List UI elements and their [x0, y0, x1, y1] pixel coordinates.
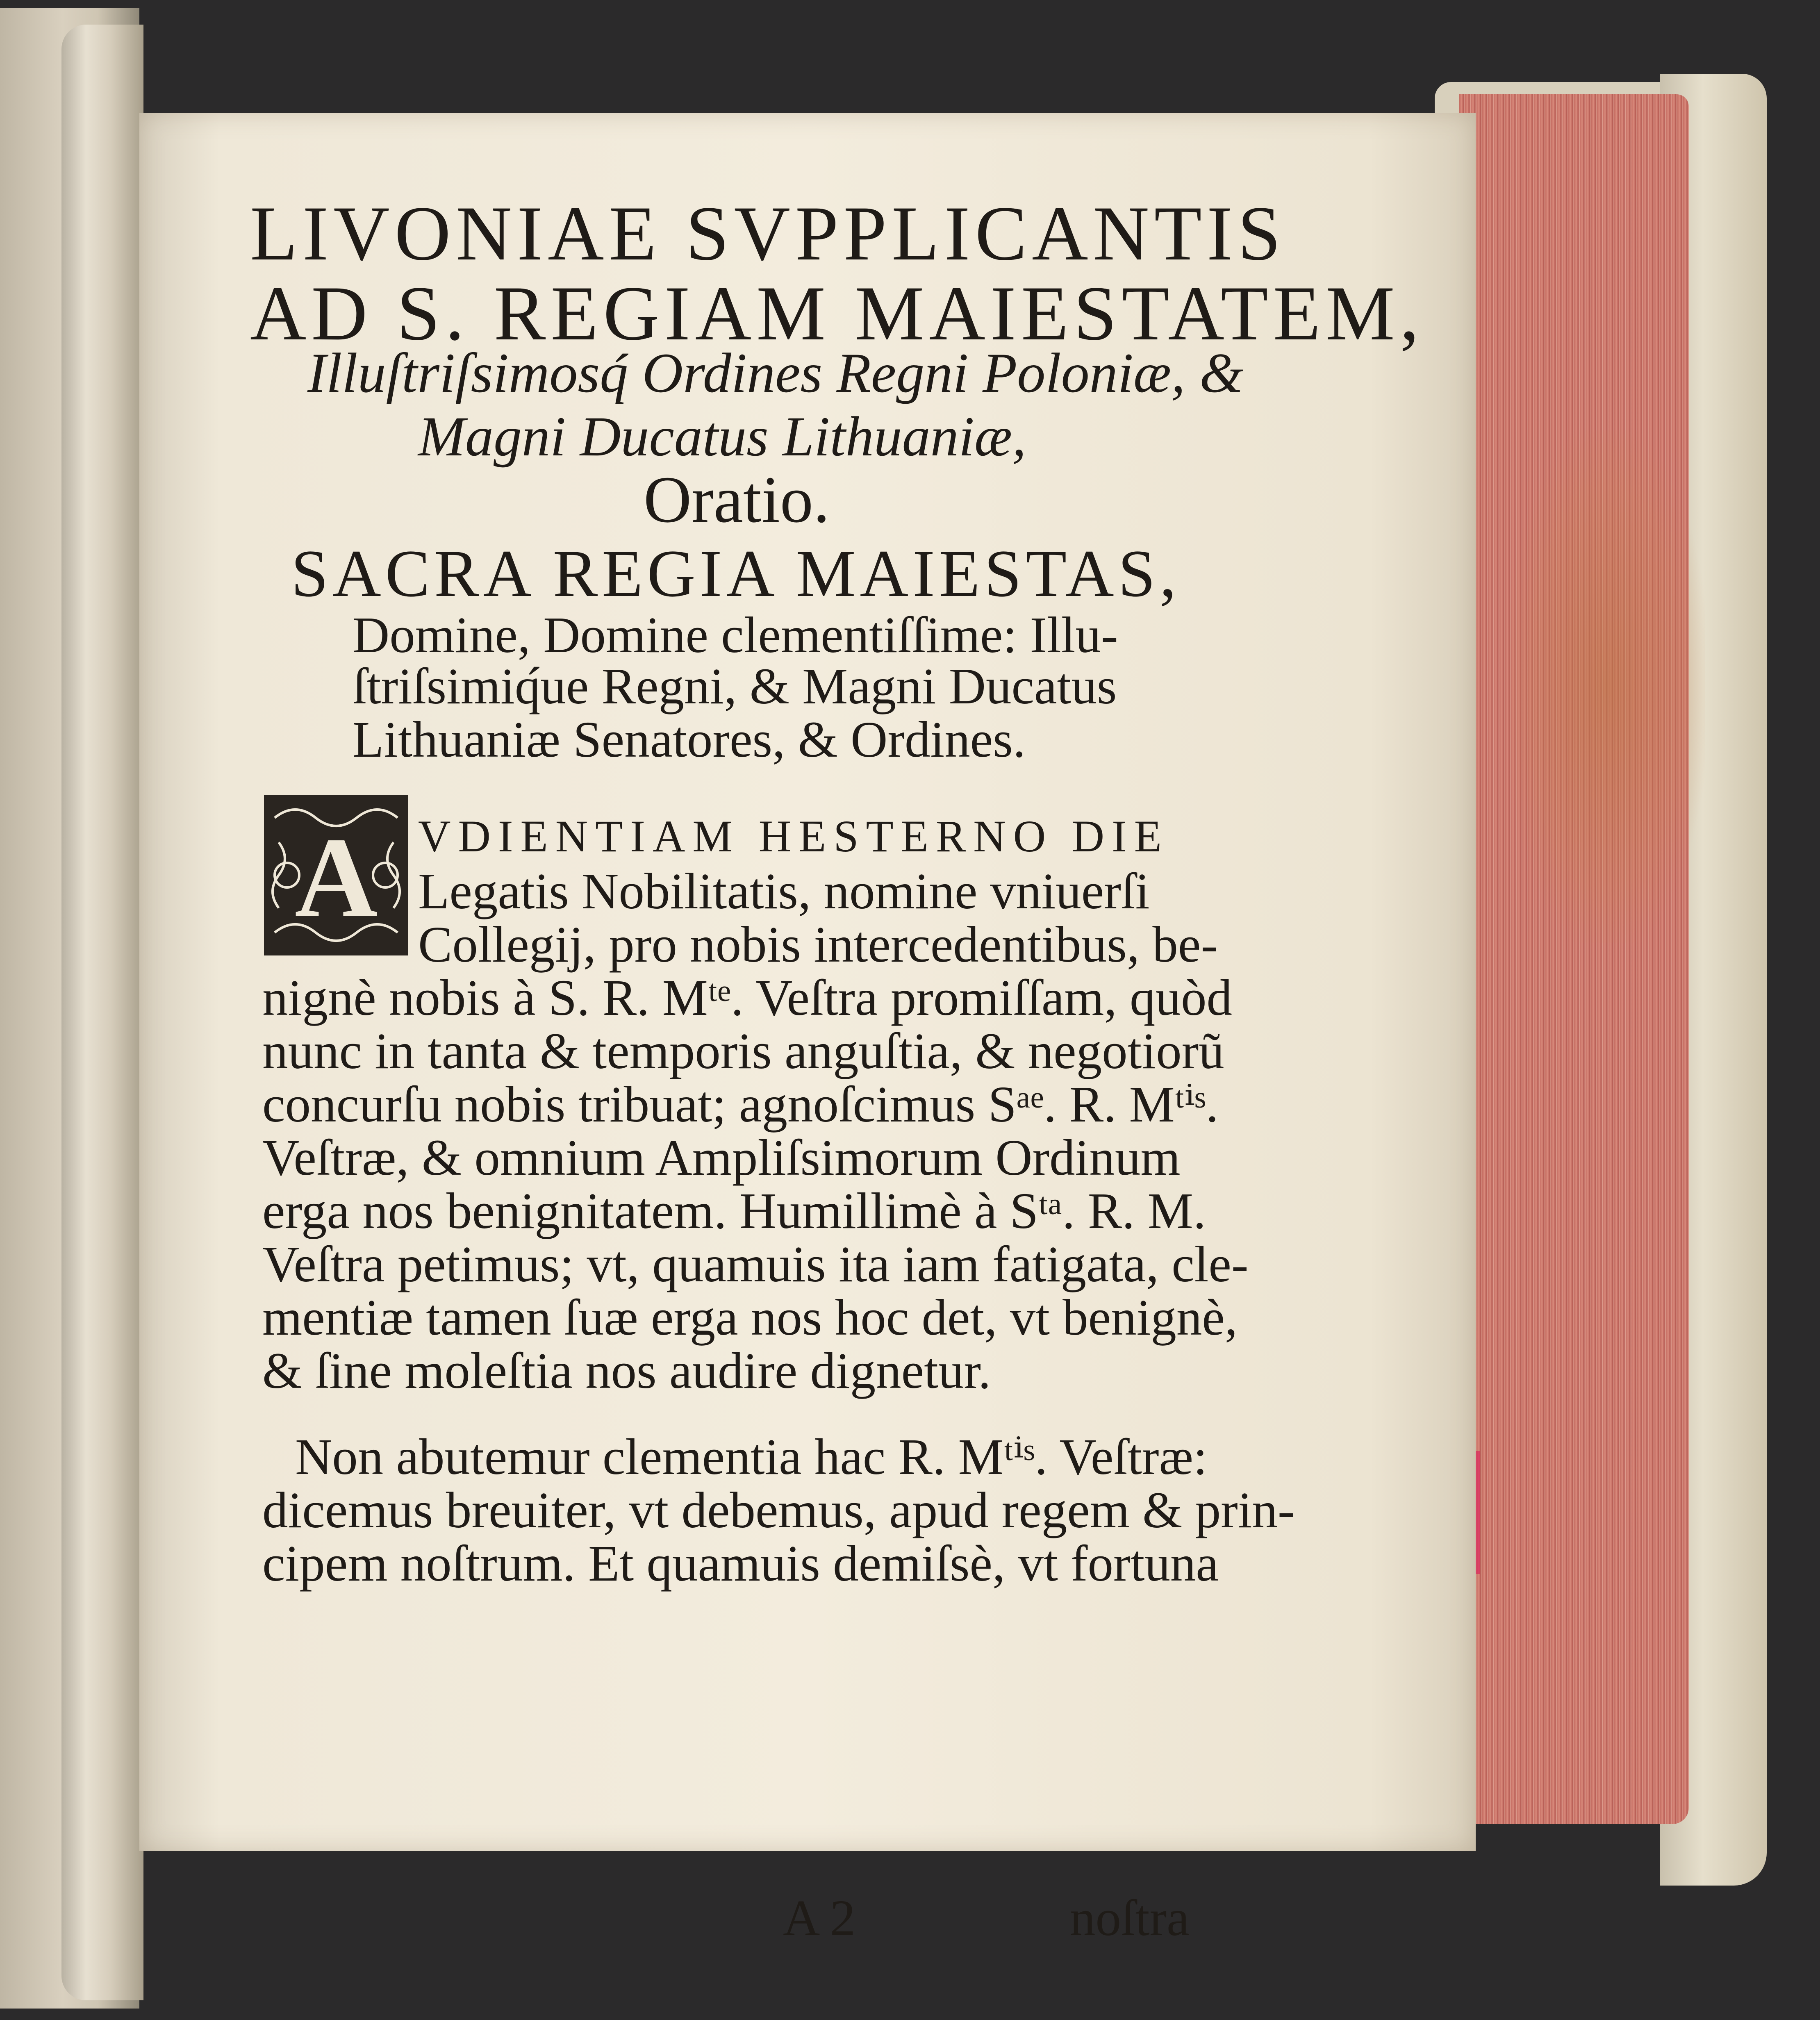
- signature-mark: A 2: [783, 1890, 856, 1947]
- text-line: dicemus breuiter, vt debemus, apud regem & prin-: [262, 1482, 1295, 1539]
- red-page-edges: [1459, 94, 1689, 1824]
- catchword: noſtra: [1070, 1890, 1190, 1947]
- edge-stain: [1508, 430, 1705, 943]
- text-line: Veſtræ, & omnium Ampliſsimorum Ordinum: [262, 1130, 1181, 1186]
- text-line: erga nos benignitatem. Humillimè à Sᵗᵃ. R. M.: [262, 1183, 1206, 1240]
- book-page: [139, 113, 1476, 1947]
- text-line: concurſu nobis tribuat; agnoſcimus Sᵃᵉ. R. Mᵗⁱˢ.: [262, 1076, 1219, 1133]
- lead-line: VDIENTIAM HESTERNO DIE: [418, 811, 1169, 861]
- text-line: Veſtra petimus; vt, quamuis ita iam fatigata, cle-: [262, 1236, 1249, 1293]
- gutter-fold: [61, 25, 143, 2000]
- text-line: nunc in tanta & temporis anguſtia, & negotiorũ: [262, 1023, 1224, 1080]
- address-line: ſtriſsimiq́ue Regni, & Magni Ducatus: [353, 658, 1117, 715]
- oratio-heading: Oratio.: [644, 463, 830, 537]
- address-heading: SACRA REGIA MAIESTAS,: [291, 537, 1181, 611]
- title-line-1: LIVONIAE SVPPLICANTIS: [250, 191, 1286, 277]
- title-italic-2: Magni Ducatus Lithuaniæ,: [418, 405, 1026, 468]
- title-line-2: AD S. REGIAM MAIESTATEM,: [250, 271, 1424, 357]
- title-italic-1: Illuſtriſsimosq́ Ordines Regni Poloniæ, &: [307, 341, 1244, 404]
- decorated-initial: [262, 793, 410, 957]
- text-line: mentiæ tamen ſuæ erga nos hoc det, vt benignè,: [262, 1290, 1238, 1346]
- address-line: Lithuaniæ Senatores, & Ordines.: [353, 712, 1026, 768]
- text-line: & ſine moleſtia nos audire dignetur.: [262, 1343, 991, 1399]
- text-line: cipem noſtrum. Et quamuis demiſsè, vt fortuna: [262, 1535, 1219, 1592]
- address-line: Domine, Domine clementiſſime: Illu-: [353, 607, 1118, 664]
- initial-letter: A: [294, 814, 378, 941]
- text-line: Non abutemur clementia hac R. Mᵗⁱˢ. Veſtræ:: [295, 1429, 1208, 1485]
- text-line: Collegij, pro nobis intercedentibus, be-: [418, 917, 1218, 973]
- text-line: nignè nobis à S. R. Mᵗᵉ. Veſtra promiſſam, quòd: [262, 970, 1233, 1026]
- text-line: Legatis Nobilitatis, nomine vniuerſi: [418, 863, 1150, 920]
